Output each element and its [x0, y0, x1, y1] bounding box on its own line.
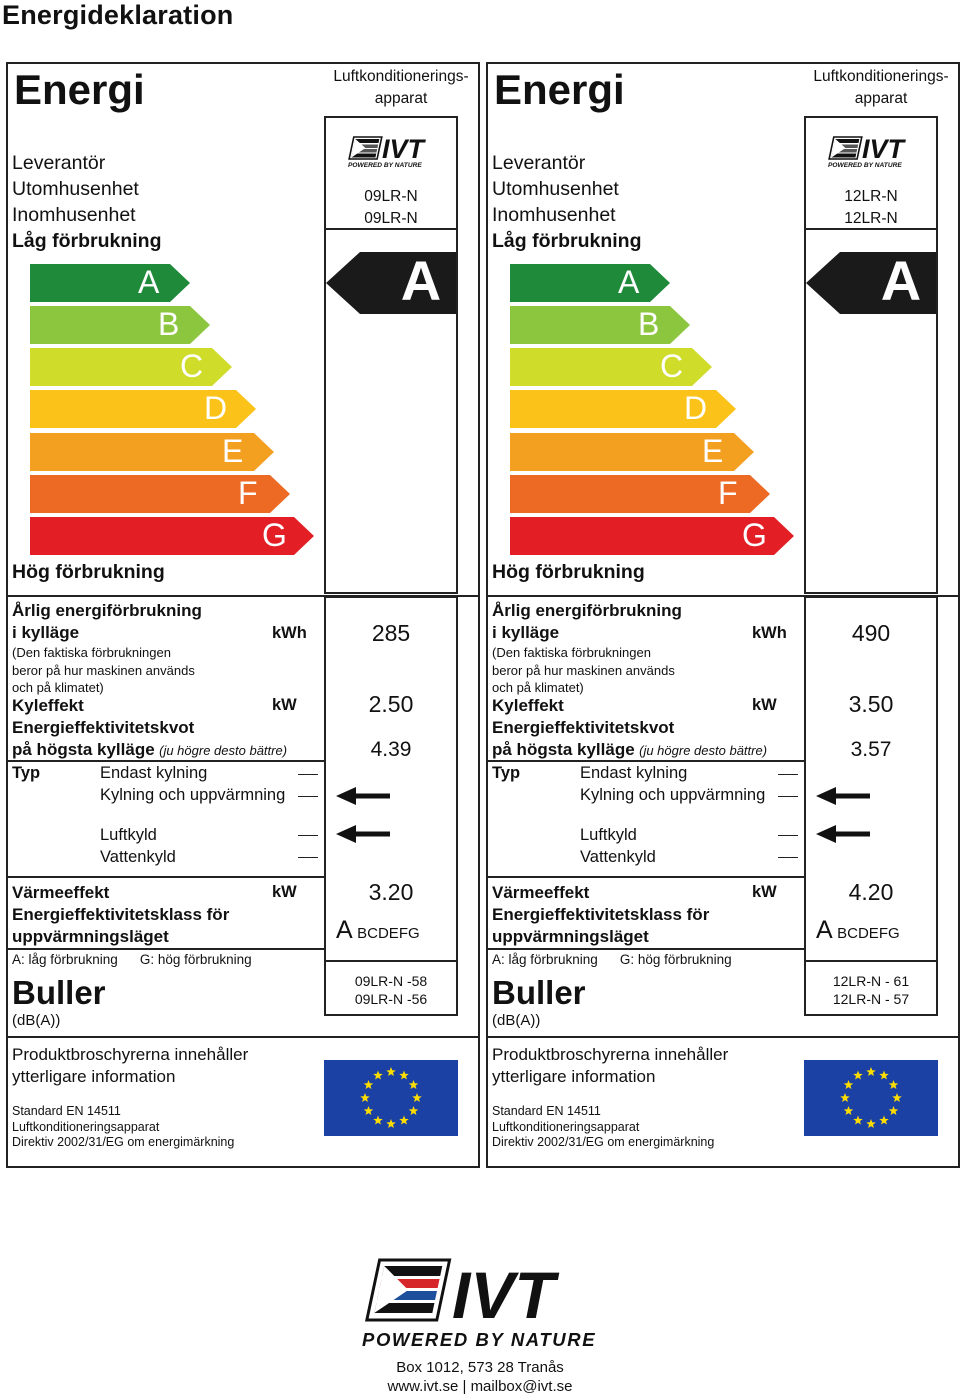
type-label: Typ — [492, 764, 521, 782]
outdoor-unit-label: Utomhusenhet — [12, 178, 139, 200]
rating-bar-letter: G — [262, 517, 287, 553]
noise-label: Buller — [12, 974, 106, 1011]
annual-note-1: (Den faktiska förbrukningen — [492, 645, 651, 660]
section-divider — [488, 595, 958, 597]
low-consumption-label: Låg förbrukning — [492, 230, 642, 252]
footer-tagline: POWERED BY NATURE — [362, 1329, 597, 1350]
brand-tagline: POWERED BY NATURE — [828, 162, 902, 168]
cooling-unit: kW — [272, 696, 297, 714]
rating-bar-a — [30, 264, 190, 302]
standard-info — [12, 1104, 234, 1151]
footer-address: Box 1012, 573 28 Tranås — [396, 1359, 564, 1376]
standard-line-1: Standard EN 14511 — [492, 1104, 601, 1118]
legend-low: A: låg förbrukning — [12, 952, 118, 967]
appliance-type-line-1: Luftkonditionerings- — [333, 68, 469, 85]
air-cooled: Luftkyld — [580, 826, 637, 844]
legend-divider — [488, 948, 806, 950]
rating-bar-f — [510, 475, 770, 513]
section-divider — [8, 595, 478, 597]
heating-unit: kW — [272, 883, 297, 901]
eer-label-1: Energieffektivitetskvot — [12, 718, 195, 737]
type-cool-heat: Kylning och uppvärmning — [580, 786, 766, 804]
cooling-value: 2.50 — [368, 691, 414, 717]
model-names — [804, 186, 938, 230]
rating-bar-e — [510, 433, 754, 471]
footer-ivt-logo — [360, 1258, 600, 1350]
rating-bar-letter: G — [742, 517, 767, 553]
cooling-label: Kyleffekt — [492, 696, 564, 715]
water-cooled: Vattenkyld — [580, 848, 656, 866]
legend-divider — [8, 948, 326, 950]
type-cool-only: Endast kylning — [100, 764, 208, 782]
annual-label-2: i kylläge — [492, 623, 560, 642]
heating-label: Värmeeffekt — [12, 883, 110, 902]
appliance-type — [800, 66, 960, 110]
brand-logo — [826, 136, 910, 168]
brochure-divider — [488, 1036, 958, 1038]
footer-brand-name: IVT — [452, 1258, 555, 1332]
eer-label-2-wrap — [492, 739, 767, 761]
energy-heading: Energi — [494, 66, 625, 113]
annual-value: 490 — [851, 620, 891, 646]
rating-bar-b — [510, 306, 690, 344]
rating-bar-letter: E — [222, 433, 244, 469]
eer-label-2: på högsta kylläge — [492, 740, 635, 759]
rating-bar-g — [30, 517, 314, 555]
annual-note-3: och på klimatet) — [12, 680, 104, 695]
selected-arrow-icon — [816, 824, 872, 844]
heat-class-scale: BCDEFG — [357, 925, 420, 942]
low-consumption-label: Låg förbrukning — [12, 230, 162, 252]
rating-bar-letter: A — [138, 264, 160, 300]
annual-unit: kWh — [272, 624, 307, 642]
cooling-label: Kyleffekt — [12, 696, 84, 715]
standard-line-1: Standard EN 14511 — [12, 1104, 121, 1118]
heat-class-label-2: uppvärmningsläget — [12, 927, 169, 946]
heat-class-label-1: Energieffektivitetsklass för — [12, 905, 230, 924]
energy-label-2 — [486, 62, 960, 1168]
model-names — [324, 186, 458, 230]
rating-letter: A — [880, 249, 922, 312]
legend-high: G: hög förbrukning — [619, 952, 732, 967]
water-cooled-dash — [778, 857, 798, 858]
eu-flag — [324, 1060, 458, 1136]
brand-logo — [346, 136, 430, 168]
rating-bar-letter: D — [684, 390, 708, 426]
brochure-divider — [8, 1036, 478, 1038]
rating-bar-g — [510, 517, 794, 555]
supplier-label: Leverantör — [492, 152, 586, 174]
noise-label: Buller — [492, 974, 586, 1011]
rating-arrow-text-wrap — [326, 249, 456, 314]
eer-note: (ju högre desto bättre) — [159, 743, 288, 758]
appliance-type-line-2: apparat — [374, 90, 428, 107]
noise-outdoor: 12LR-N - 61 — [832, 973, 910, 989]
water-cooled-dash — [298, 857, 318, 858]
rating-arrow-text-wrap — [806, 249, 936, 314]
selected-arrow-icon — [336, 786, 392, 806]
type-label: Typ — [12, 764, 41, 782]
high-consumption-label: Hög förbrukning — [492, 561, 645, 583]
energy-label-1 — [6, 62, 480, 1168]
indoor-unit-label: Inomhusenhet — [492, 204, 616, 226]
heat-class-rating: A — [336, 916, 353, 944]
annual-label-1: Årlig energiförbrukning — [492, 601, 682, 620]
eer-label-1: Energieffektivitetskvot — [492, 718, 675, 737]
supplier-labels — [12, 150, 139, 228]
rating-bar-letter: B — [638, 306, 660, 342]
appliance-type-line-2: apparat — [854, 90, 908, 107]
annual-value: 285 — [371, 620, 411, 646]
brochure-line-1: Produktbroschyrerna innehåller — [12, 1045, 249, 1064]
rating-bar-letter: B — [158, 306, 180, 342]
brand-tagline: POWERED BY NATURE — [348, 162, 422, 168]
energy-heading: Energi — [14, 66, 145, 113]
standard-line-3: Direktiv 2002/31/EG om energimärkning — [12, 1135, 235, 1149]
rating-bar-c — [510, 348, 712, 386]
air-cooled: Luftkyld — [100, 826, 157, 844]
heating-value: 4.20 — [848, 879, 894, 905]
type-arrow-wrap — [804, 786, 938, 812]
standard-line-2: Luftkonditioneringsapparat — [492, 1119, 640, 1134]
eu-flag — [804, 1060, 938, 1136]
outdoor-model: 09LR-N — [364, 188, 418, 205]
rating-bar-c — [30, 348, 232, 386]
rating-bar-f — [30, 475, 290, 513]
annual-label-2: i kylläge — [12, 623, 80, 642]
eer-value: 4.39 — [370, 738, 412, 761]
eer-value: 3.57 — [850, 738, 892, 761]
brand-name: IVT — [862, 136, 905, 164]
brochure-info — [492, 1044, 728, 1088]
cooling-unit: kW — [752, 696, 777, 714]
rating-bar-a — [510, 264, 670, 302]
high-consumption-label: Hög förbrukning — [12, 561, 165, 583]
annual-unit: kWh — [752, 624, 787, 642]
eer-note: (ju högre desto bättre) — [639, 743, 768, 758]
indoor-model: 12LR-N — [844, 210, 898, 227]
rating-bar-letter: C — [180, 348, 204, 384]
heat-class-scale: BCDEFG — [837, 925, 900, 942]
heating-value: 3.20 — [368, 879, 414, 905]
noise-values — [804, 972, 938, 1008]
noise-indoor: 09LR-N -56 — [354, 991, 428, 1007]
brochure-line-1: Produktbroschyrerna innehåller — [492, 1045, 729, 1064]
annual-note-2: beror på hur maskinen används — [492, 662, 675, 678]
appliance-type — [320, 66, 482, 110]
eer-label-2: på högsta kylläge — [12, 740, 155, 759]
type-cool-only: Endast kylning — [580, 764, 688, 782]
rating-bar-letter: E — [702, 433, 724, 469]
type-cool-heat-dash — [778, 796, 798, 797]
type-cool-only-dash — [298, 774, 318, 775]
legend-low: A: låg förbrukning — [492, 952, 598, 967]
standard-line-2: Luftkonditioneringsapparat — [12, 1119, 160, 1134]
annual-note-2: beror på hur maskinen används — [12, 662, 195, 678]
type-cool-only-dash — [778, 774, 798, 775]
standard-line-3: Direktiv 2002/31/EG om energimärkning — [492, 1135, 715, 1149]
heating-divider — [488, 876, 806, 878]
heat-class-rating: A — [816, 916, 833, 944]
noise-indoor: 12LR-N - 57 — [832, 991, 910, 1007]
heat-class-label-2: uppvärmningsläget — [492, 927, 649, 946]
type-cool-heat: Kylning och uppvärmning — [100, 786, 286, 804]
indoor-model: 09LR-N — [364, 210, 418, 227]
annual-note-3: och på klimatet) — [492, 680, 584, 695]
heating-label: Värmeeffekt — [492, 883, 590, 902]
noise-outdoor: 09LR-N -58 — [354, 973, 428, 989]
brochure-line-2: ytterligare information — [492, 1067, 656, 1086]
type-cool-heat-dash — [298, 796, 318, 797]
page-title: Energideklaration — [2, 0, 234, 30]
indoor-unit-label: Inomhusenhet — [12, 204, 136, 226]
eer-label-2-wrap — [12, 739, 287, 761]
type-divider — [488, 760, 806, 762]
rating-bar-letter: A — [618, 264, 640, 300]
cooling-type-arrow-wrap — [324, 824, 458, 850]
annual-consumption — [492, 600, 792, 697]
brochure-info — [12, 1044, 248, 1088]
noise-unit: (dB(A)) — [492, 1012, 541, 1029]
selected-arrow-icon — [336, 824, 392, 844]
outdoor-model: 12LR-N — [844, 188, 898, 205]
rating-bar-d — [30, 390, 256, 428]
rating-bar-letter: F — [238, 475, 258, 511]
heating-divider — [8, 876, 326, 878]
rating-bar-letter: F — [718, 475, 738, 511]
rating-bar-d — [510, 390, 736, 428]
annual-label-1: Årlig energiförbrukning — [12, 601, 202, 620]
cooling-value: 3.50 — [848, 691, 894, 717]
rating-bar-letter: D — [204, 390, 228, 426]
heat-class — [816, 916, 936, 945]
heat-class — [336, 916, 456, 945]
type-divider — [8, 760, 326, 762]
appliance-type-line-1: Luftkonditionerings- — [813, 68, 949, 85]
outdoor-unit-label: Utomhusenhet — [492, 178, 619, 200]
rating-bar-b — [30, 306, 210, 344]
air-cooled-dash — [298, 835, 318, 836]
heat-class-label-1: Energieffektivitetsklass för — [492, 905, 710, 924]
rating-letter: A — [400, 249, 442, 312]
noise-values — [324, 972, 458, 1008]
heating-unit: kW — [752, 883, 777, 901]
class-legend — [12, 952, 252, 967]
noise-unit: (dB(A)) — [12, 1012, 61, 1029]
footer-contact: www.ivt.se | mailbox@ivt.se — [387, 1378, 573, 1395]
class-legend — [492, 952, 732, 967]
brand-name: IVT — [382, 136, 425, 164]
type-arrow-wrap — [324, 786, 458, 812]
supplier-labels — [492, 150, 619, 228]
legend-high: G: hög förbrukning — [139, 952, 252, 967]
rating-bar-e — [30, 433, 274, 471]
cooling-type-arrow-wrap — [804, 824, 938, 850]
supplier-label: Leverantör — [12, 152, 106, 174]
selected-arrow-icon — [816, 786, 872, 806]
brochure-line-2: ytterligare information — [12, 1067, 176, 1086]
rating-bar-letter: C — [660, 348, 684, 384]
air-cooled-dash — [778, 835, 798, 836]
water-cooled: Vattenkyld — [100, 848, 176, 866]
annual-consumption — [12, 600, 312, 697]
annual-note-1: (Den faktiska förbrukningen — [12, 645, 171, 660]
standard-info — [492, 1104, 714, 1151]
